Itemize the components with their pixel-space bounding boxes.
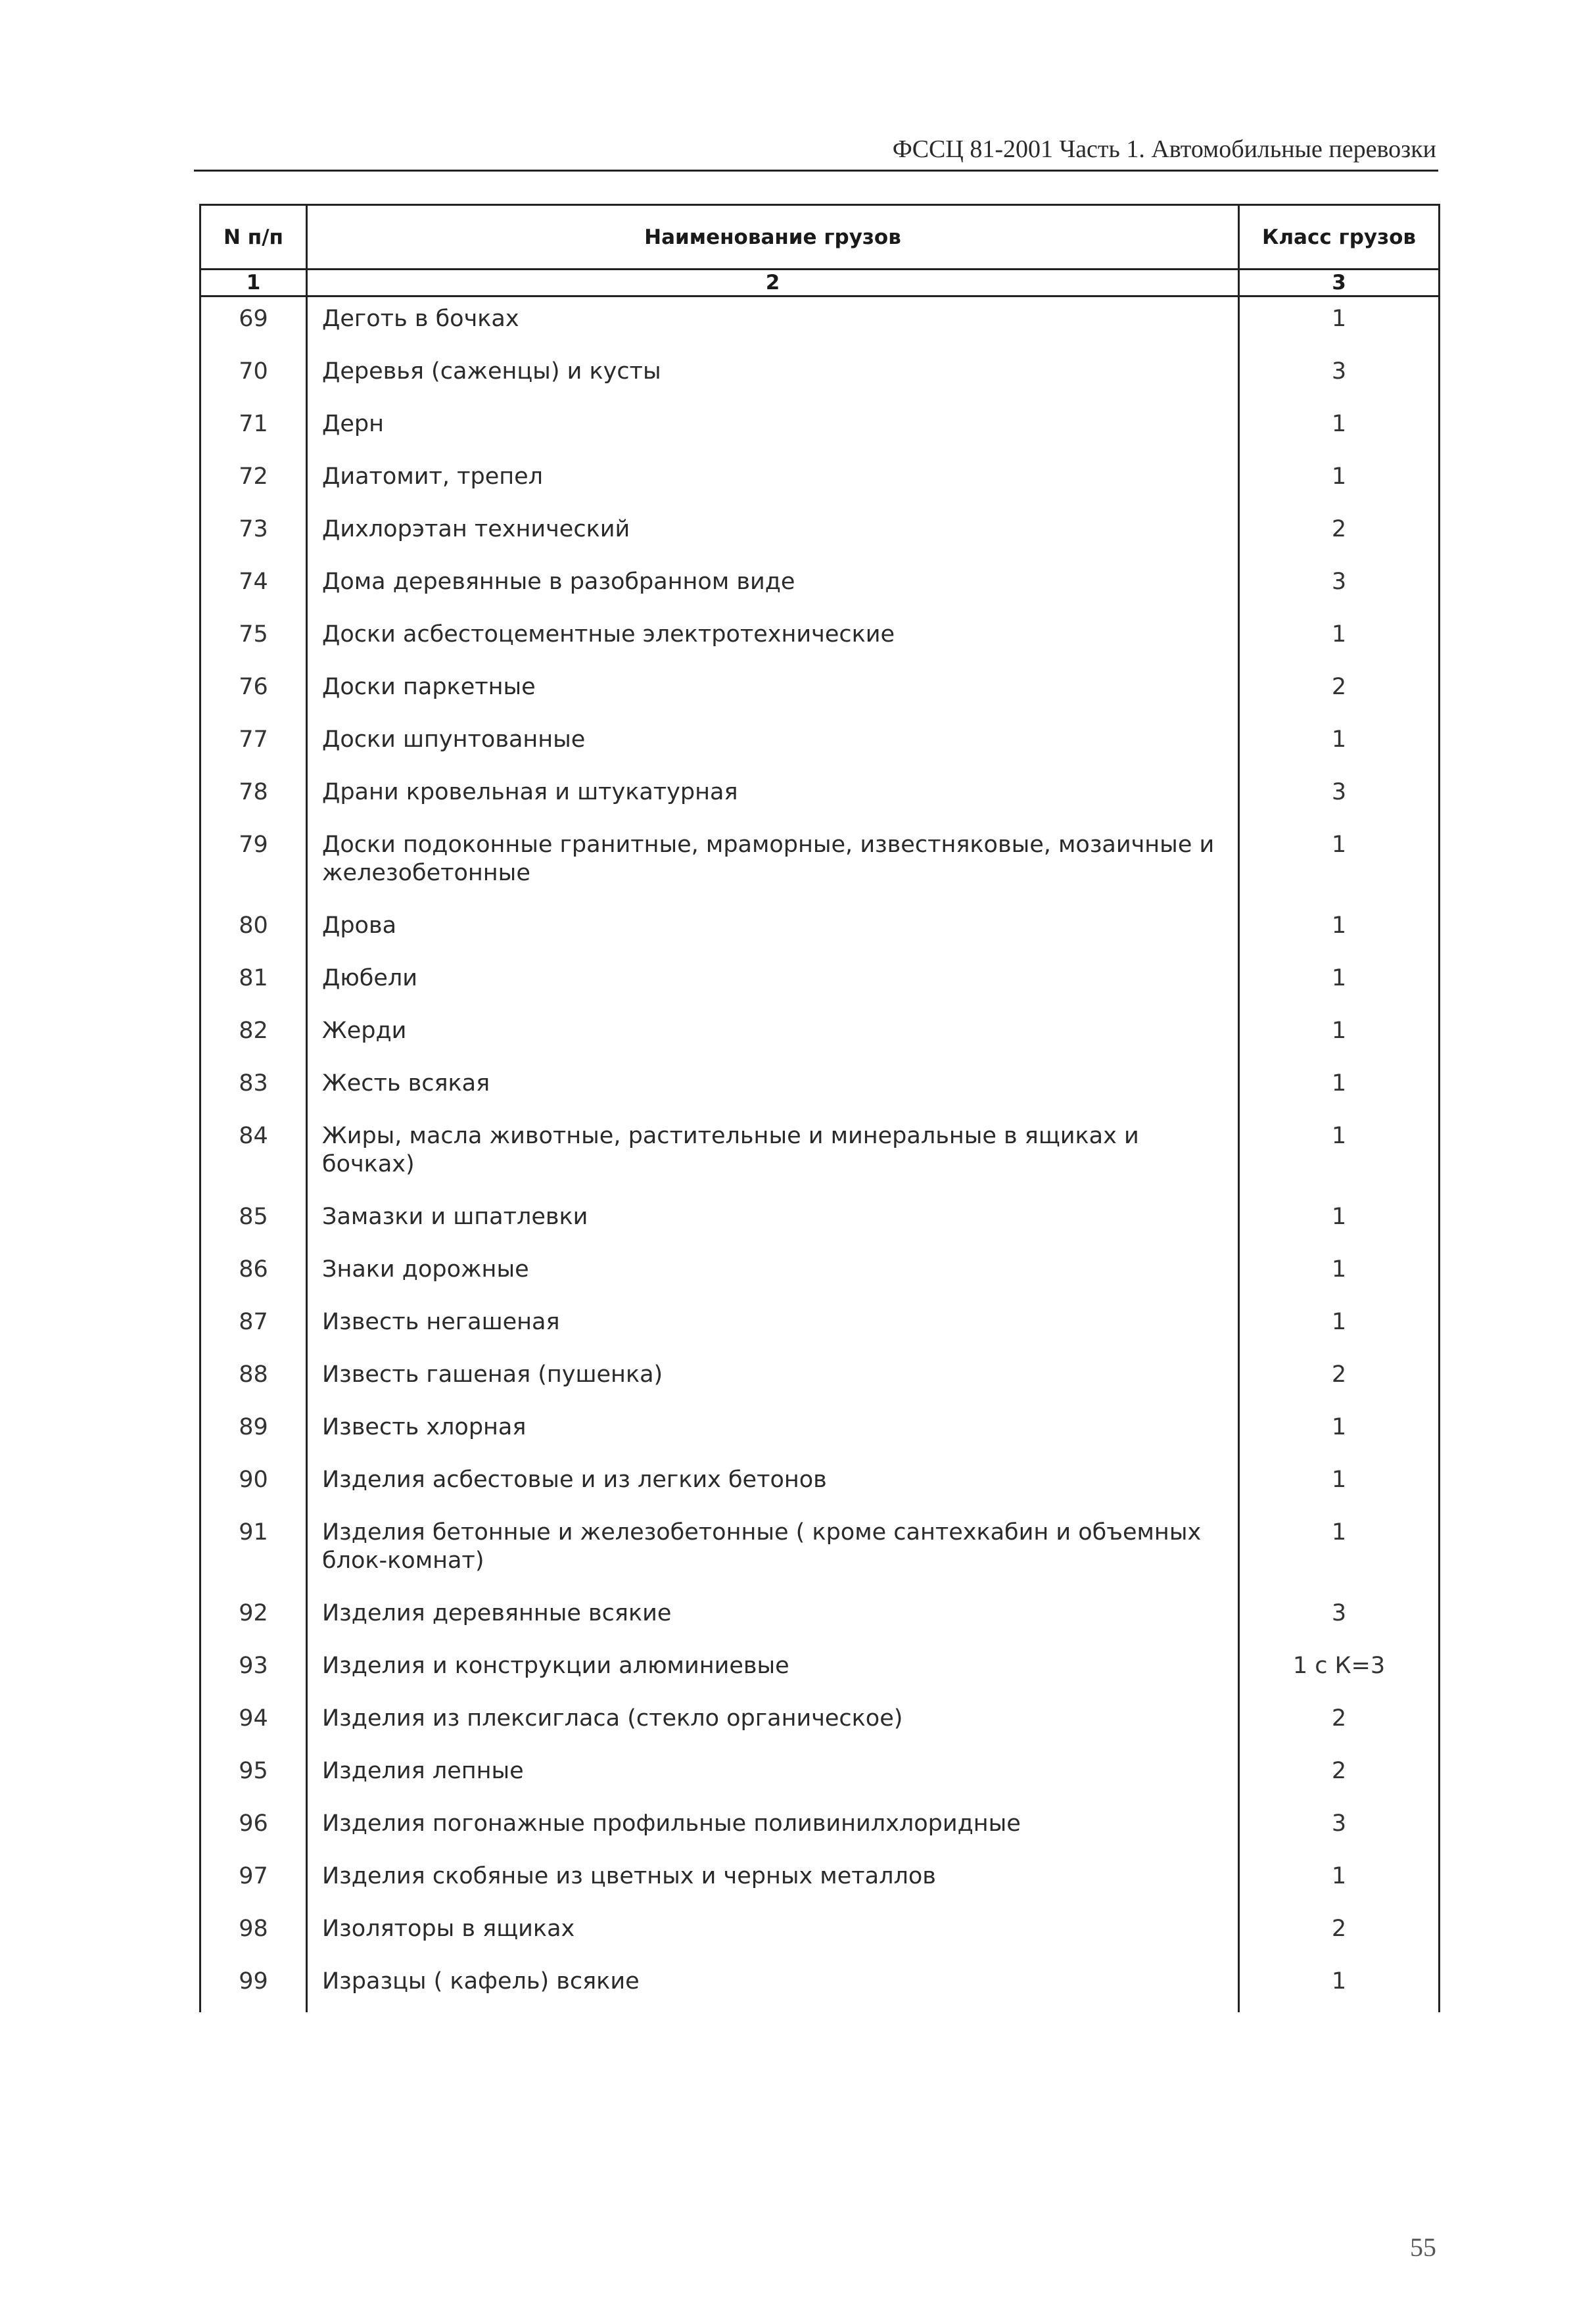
table-row <box>200 1458 1440 1511</box>
cargo-class: 1 <box>1239 1248 1440 1300</box>
row-number: 86 <box>200 1248 307 1300</box>
cargo-class: 1 <box>1239 402 1440 455</box>
cargo-name: Дюбели <box>307 956 1239 1009</box>
cargo-name: Драни кровельная и штукатурная <box>307 770 1239 823</box>
row-number: 94 <box>200 1697 307 1749</box>
cargo-name: Изделия и конструкции алюминиевые <box>307 1644 1239 1697</box>
cargo-name: Деревья (саженцы) и кусты <box>307 350 1239 402</box>
table-row <box>200 1592 1440 1644</box>
column-number: 2 <box>307 270 1239 296</box>
row-number: 84 <box>200 1114 307 1195</box>
cargo-class: 2 <box>1239 1907 1440 1960</box>
table-row <box>200 904 1440 956</box>
row-number: 81 <box>200 956 307 1009</box>
cargo-name: Изразцы ( кафель) всякие <box>307 1960 1239 2012</box>
row-number: 74 <box>200 560 307 613</box>
row-number: 70 <box>200 350 307 402</box>
row-number: 88 <box>200 1353 307 1405</box>
row-number: 76 <box>200 665 307 718</box>
table-row <box>200 1697 1440 1749</box>
cargo-name: Изделия асбестовые и из легких бетонов <box>307 1458 1239 1511</box>
cargo-name: Доски подоконные гранитные, мраморные, известняковые, мозаичные и железобетонные <box>307 823 1239 904</box>
cargo-name: Доски асбестоцементные электротехнические <box>307 613 1239 665</box>
cargo-name: Изделия деревянные всякие <box>307 1592 1239 1644</box>
table-row <box>200 1405 1440 1458</box>
cargo-name: Дихлорэтан технический <box>307 508 1239 560</box>
table-row <box>200 1114 1440 1195</box>
page-header: ФССЦ 81-2001 Часть 1. Автомобильные перевозки <box>892 135 1436 163</box>
header-class: Класс грузов <box>1239 205 1440 270</box>
row-number: 96 <box>200 1802 307 1854</box>
row-number: 90 <box>200 1458 307 1511</box>
row-number: 82 <box>200 1009 307 1062</box>
cargo-name: Дерн <box>307 402 1239 455</box>
row-number: 78 <box>200 770 307 823</box>
cargo-name: Изделия бетонные и железобетонные ( кроме сантехкабин и объемных блок-комнат) <box>307 1511 1239 1592</box>
cargo-class: 2 <box>1239 508 1440 560</box>
table-row <box>200 1195 1440 1248</box>
table-row <box>200 1300 1440 1353</box>
cargo-name: Жерди <box>307 1009 1239 1062</box>
column-number-row <box>200 270 1440 296</box>
table-row <box>200 770 1440 823</box>
cargo-class: 1 <box>1239 1195 1440 1248</box>
table-row <box>200 1511 1440 1592</box>
row-number: 93 <box>200 1644 307 1697</box>
table-header-row <box>200 205 1440 270</box>
table-row <box>200 1907 1440 1960</box>
cargo-class: 1 <box>1239 613 1440 665</box>
table-row <box>200 1009 1440 1062</box>
row-number: 80 <box>200 904 307 956</box>
row-number: 95 <box>200 1749 307 1802</box>
row-number: 69 <box>200 296 307 350</box>
table-row <box>200 1749 1440 1802</box>
row-number: 79 <box>200 823 307 904</box>
cargo-name: Знаки дорожные <box>307 1248 1239 1300</box>
cargo-class: 1 с К=3 <box>1239 1644 1440 1697</box>
cargo-class: 1 <box>1239 1458 1440 1511</box>
column-number: 3 <box>1239 270 1440 296</box>
row-number: 77 <box>200 718 307 770</box>
cargo-name: Изоляторы в ящиках <box>307 1907 1239 1960</box>
cargo-class: 3 <box>1239 1802 1440 1854</box>
row-number: 83 <box>200 1062 307 1114</box>
cargo-class: 1 <box>1239 1960 1440 2012</box>
cargo-class: 1 <box>1239 1854 1440 1907</box>
page-number: 55 <box>1410 2232 1436 2262</box>
cargo-name: Дрова <box>307 904 1239 956</box>
cargo-class: 1 <box>1239 1062 1440 1114</box>
table-row <box>200 1062 1440 1114</box>
cargo-name: Изделия из плексигласа (стекло органическое) <box>307 1697 1239 1749</box>
table-row <box>200 402 1440 455</box>
cargo-name: Деготь в бочках <box>307 296 1239 350</box>
table-row <box>200 823 1440 904</box>
cargo-class: 2 <box>1239 1749 1440 1802</box>
cargo-class: 1 <box>1239 1009 1440 1062</box>
row-number: 89 <box>200 1405 307 1458</box>
row-number: 92 <box>200 1592 307 1644</box>
cargo-name: Изделия лепные <box>307 1749 1239 1802</box>
cargo-class: 3 <box>1239 560 1440 613</box>
cargo-class: 1 <box>1239 956 1440 1009</box>
table-row <box>200 956 1440 1009</box>
cargo-name: Дома деревянные в разобранном виде <box>307 560 1239 613</box>
table-row <box>200 665 1440 718</box>
header-rule <box>194 170 1438 172</box>
table-row <box>200 455 1440 508</box>
cargo-class: 1 <box>1239 718 1440 770</box>
cargo-class: 1 <box>1239 1405 1440 1458</box>
cargo-name: Известь гашеная (пушенка) <box>307 1353 1239 1405</box>
cargo-class-table <box>199 204 1440 2012</box>
cargo-name: Известь хлорная <box>307 1405 1239 1458</box>
row-number: 85 <box>200 1195 307 1248</box>
table-row <box>200 1802 1440 1854</box>
cargo-class: 1 <box>1239 904 1440 956</box>
table-row <box>200 1248 1440 1300</box>
table-row <box>200 613 1440 665</box>
row-number: 98 <box>200 1907 307 1960</box>
cargo-name: Доски шпунтованные <box>307 718 1239 770</box>
cargo-class: 2 <box>1239 1353 1440 1405</box>
row-number: 87 <box>200 1300 307 1353</box>
cargo-class: 2 <box>1239 1697 1440 1749</box>
header-num: N п/п <box>200 205 307 270</box>
cargo-name: Известь негашеная <box>307 1300 1239 1353</box>
table-row <box>200 1960 1440 2012</box>
cargo-class: 2 <box>1239 665 1440 718</box>
cargo-class: 1 <box>1239 296 1440 350</box>
cargo-name: Жиры, масла животные, растительные и минеральные в ящиках и бочках) <box>307 1114 1239 1195</box>
table-row <box>200 1353 1440 1405</box>
table-body <box>200 296 1440 2013</box>
header-name: Наименование грузов <box>307 205 1239 270</box>
column-number: 1 <box>200 270 307 296</box>
row-number: 71 <box>200 402 307 455</box>
row-number: 73 <box>200 508 307 560</box>
row-number: 97 <box>200 1854 307 1907</box>
cargo-class: 1 <box>1239 823 1440 904</box>
row-number: 99 <box>200 1960 307 2012</box>
table-row <box>200 508 1440 560</box>
cargo-name: Доски паркетные <box>307 665 1239 718</box>
table-row <box>200 1854 1440 1907</box>
cargo-class: 1 <box>1239 1114 1440 1195</box>
cargo-class: 1 <box>1239 455 1440 508</box>
table-row <box>200 350 1440 402</box>
table-row <box>200 718 1440 770</box>
row-number: 91 <box>200 1511 307 1592</box>
cargo-class: 1 <box>1239 1300 1440 1353</box>
cargo-class: 3 <box>1239 770 1440 823</box>
row-number: 72 <box>200 455 307 508</box>
table-row <box>200 1644 1440 1697</box>
cargo-class: 3 <box>1239 1592 1440 1644</box>
cargo-name: Изделия скобяные из цветных и черных металлов <box>307 1854 1239 1907</box>
cargo-name: Изделия погонажные профильные поливинилхлоридные <box>307 1802 1239 1854</box>
cargo-class: 3 <box>1239 350 1440 402</box>
cargo-name: Замазки и шпатлевки <box>307 1195 1239 1248</box>
table-row <box>200 560 1440 613</box>
cargo-name: Жесть всякая <box>307 1062 1239 1114</box>
cargo-name: Диатомит, трепел <box>307 455 1239 508</box>
cargo-class: 1 <box>1239 1511 1440 1592</box>
row-number: 75 <box>200 613 307 665</box>
table-row <box>200 296 1440 350</box>
